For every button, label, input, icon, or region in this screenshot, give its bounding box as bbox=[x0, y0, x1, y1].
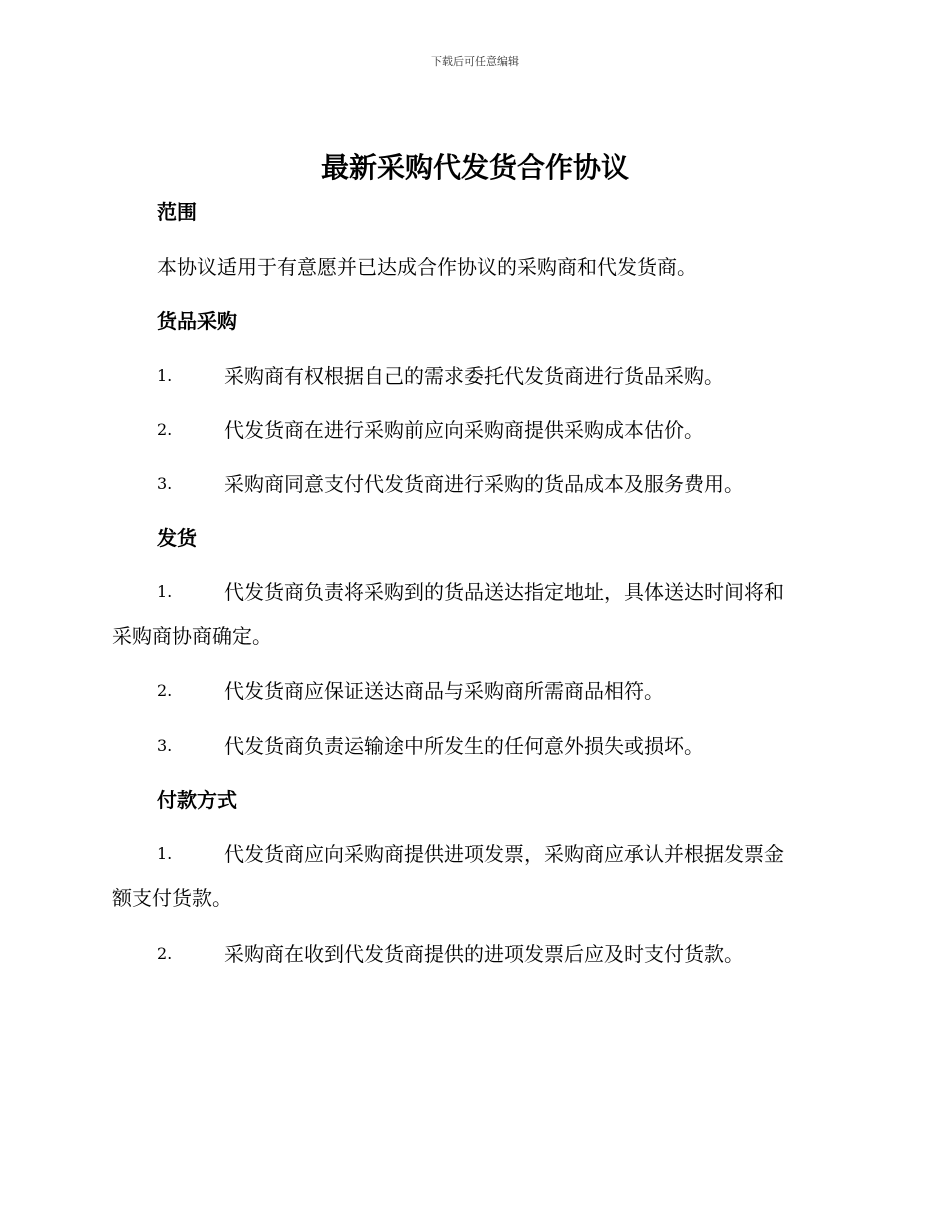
list-item-number: 3. bbox=[157, 474, 173, 493]
list-item-text: 代发货商应向采购商提供进项发票，采购商应承认并根据发票金 bbox=[224, 842, 784, 866]
list-item-number: 2. bbox=[157, 944, 173, 963]
list-item-text: 采购商在收到代发货商提供的进项发票后应及时支付货款。 bbox=[224, 942, 744, 966]
section-heading-payment: 付款方式 bbox=[157, 788, 237, 812]
list-item-number: 1. bbox=[157, 366, 173, 385]
section-heading-procurement: 货品采购 bbox=[157, 309, 237, 333]
list-item-text: 代发货商在进行采购前应向采购商提供采购成本估价。 bbox=[224, 418, 704, 442]
list-item-text: 代发货商应保证送达商品与采购商所需商品相符。 bbox=[224, 679, 664, 703]
list-item-number: 2. bbox=[157, 681, 173, 700]
section-heading-scope: 范围 bbox=[157, 200, 197, 224]
list-item-number: 3. bbox=[157, 736, 173, 755]
list-item-text: 采购商同意支付代发货商进行采购的货品成本及服务费用。 bbox=[224, 472, 744, 496]
list-item-text: 代发货商负责将采购到的货品送达指定地址，具体送达时间将和 bbox=[224, 580, 784, 604]
list-item-number: 1. bbox=[157, 582, 173, 601]
document-title: 最新采购代发货合作协议 bbox=[320, 151, 629, 184]
list-item-text: 采购商有权根据自己的需求委托代发货商进行货品采购。 bbox=[224, 364, 724, 388]
list-item-number: 2. bbox=[157, 420, 173, 439]
page-header: 下载后可任意编辑 bbox=[431, 55, 519, 68]
list-item-continuation: 额支付货款。 bbox=[112, 886, 232, 910]
list-item-number: 1. bbox=[157, 844, 173, 863]
list-item-text: 代发货商负责运输途中所发生的任何意外损失或损坏。 bbox=[224, 734, 704, 758]
section-paragraph-scope: 本协议适用于有意愿并已达成合作协议的采购商和代发货商。 bbox=[157, 255, 697, 279]
list-item-continuation: 采购商协商确定。 bbox=[112, 624, 272, 648]
section-heading-shipping: 发货 bbox=[157, 526, 197, 550]
